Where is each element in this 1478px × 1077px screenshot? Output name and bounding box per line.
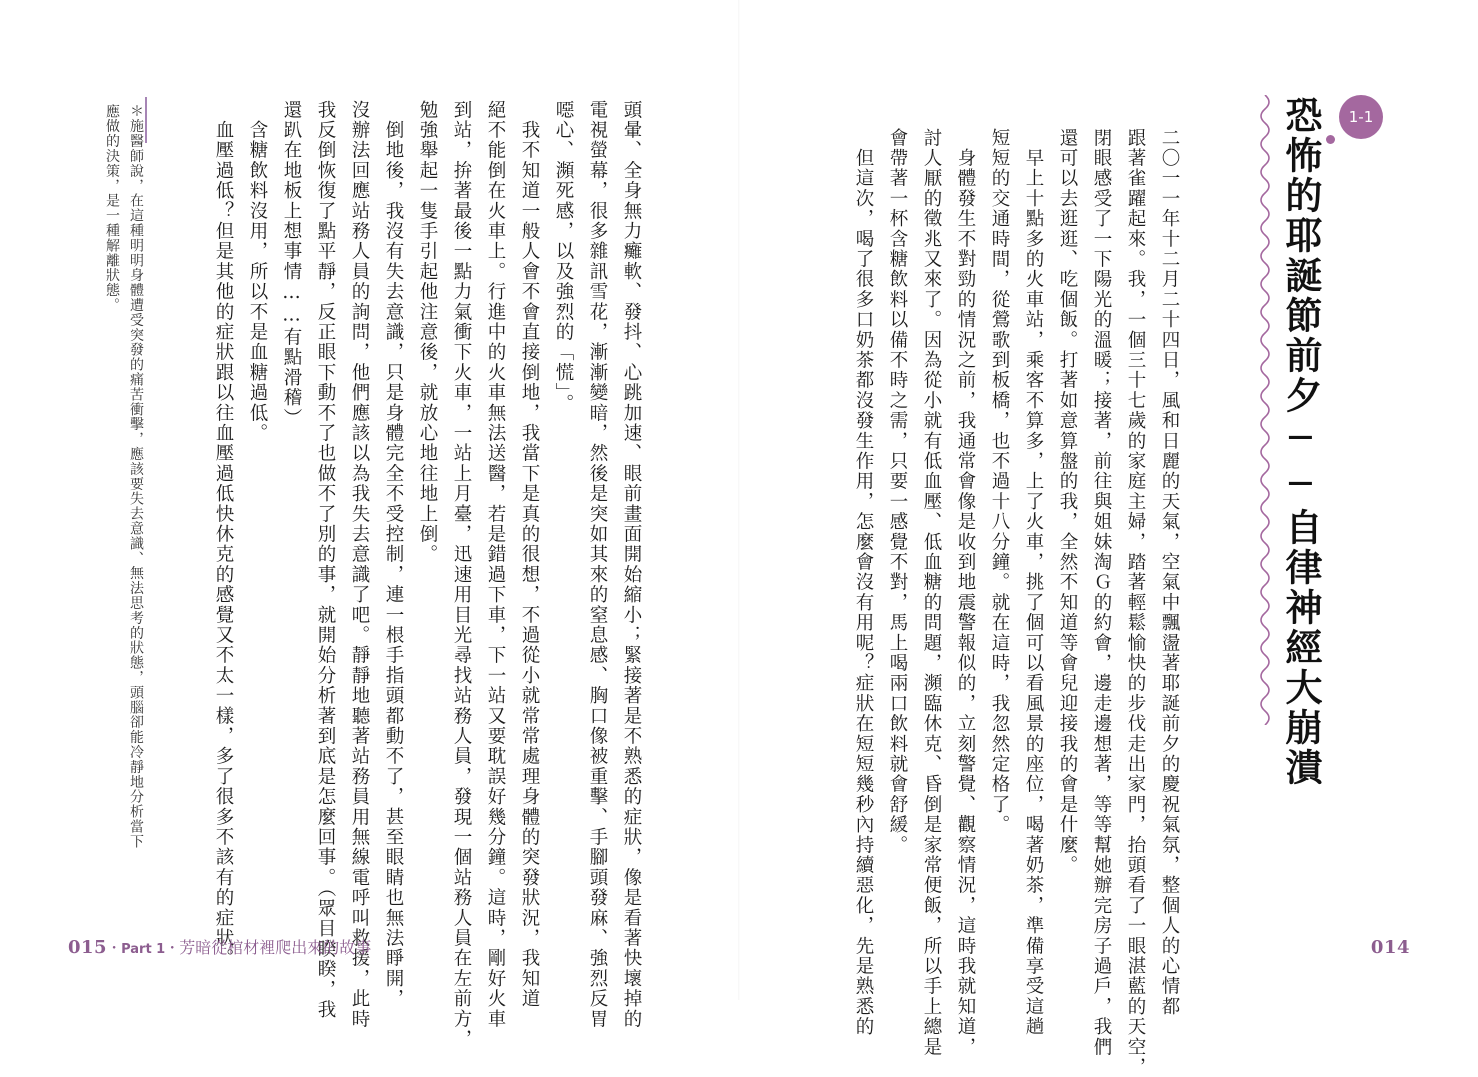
note-line: 應做的決策，是一種解離狀態。 [104,104,120,313]
note-line: ＊施醫師說，在這種明明身體遭受突發的痛苦衝擊，應該要失去意識、無法思考的狀態，頭腦卻能冷靜地分析當下 [128,104,144,849]
text-line: 頭暈、全身無力癱軟、發抖、心跳加速、眼前畫面開始縮小；緊接著是不熟悉的症狀，像是看著快壞掉的 [621,100,642,1030]
text-line: 電視螢幕，很多雜訊雪花，漸漸變暗，然後是突如其來的窒息感、胸口像被重擊、手腳頭發麻、強烈反胃 [587,100,608,1030]
text-line: 討人厭的徵兆又來了。因為從小就有低血壓、低血糖的問題，瀕臨休克、昏倒是家常便飯，所以手上總是 [921,128,942,1058]
text-line: 我不知道一般人會不會直接倒地，我當下是真的很想，不過從小就常常處理身體的突發狀況，我知道 [519,100,540,1009]
left-page-folio [68,935,371,958]
text-line: 絕不能倒在火車上。行進中的火車無法送醫，若是錯過下車，下一站又要耽誤好幾分鐘。這時，剛好火車 [485,100,506,1030]
text-line: 勉強舉起一隻手引起他注意後，就放心地往地上倒。 [417,100,438,565]
text-line: 噁心、瀕死感，以及強烈的「慌」。 [553,100,574,414]
text-line: 二〇一一年十二月二十四日，風和日麗的天氣，空氣中飄盪著耶誕前夕的慶祝氣氛，整個人的心情都 [1159,128,1180,1017]
right-page-body [846,128,1186,1077]
text-line: 閉眼感受了一下陽光的溫暖；接著，前往與姐妹淘Ｇ的約會，邊走邊想著，等等幫她辦完房子過戶，我們 [1091,128,1112,1058]
page-number-left: 015 [68,937,108,958]
text-line: 短短的交通時間，從鶯歌到板橋，也不過十八分鐘。就在這時，我忽然定格了。 [989,128,1010,835]
text-line: 血壓過低？但是其他的症狀跟以往血壓過低快休克的感覺又不太一樣，多了很多不該有的症狀。 [213,100,234,969]
wave-divider [1254,95,1276,725]
folio-separator: ・ [107,941,122,957]
left-page-body [206,100,648,1049]
folio-separator: ・ [165,941,180,957]
text-line: 沒辦法回應站務人員的詢問，他們應該以為我失去意識了吧。靜靜地聽著站務員用無線電呼叫救援，此時 [349,100,370,1030]
text-line: 但這次，喝了很多口奶茶都沒發生作用，怎麼會沒有用呢？症狀在短短幾秒內持續惡化，先是熟悉的 [853,128,874,1037]
text-line: 還趴在地板上想事情……有點滑稽） [281,100,302,429]
text-line: 含糖飲料沒用，所以不是血糖過低。 [247,100,268,444]
doctor-note [100,104,148,849]
text-line: 倒地後，我沒有失去意識，只是身體完全不受控制，連一根手指頭都動不了，甚至眼睛也無法睜開， [383,100,404,1009]
chapter-title: 恐怖的耶誕節前夕──自律神經大崩潰 [1279,96,1322,788]
book-gutter [738,0,740,1000]
chapter-number-badge: 1-1 [1339,95,1383,139]
text-line: 我反倒恢復了點平靜，反正眼下動不了也做不了別的事，就開始分析著到底是怎麼回事。（眾目睽睽，我 [315,100,336,1020]
text-line: 身體發生不對勁的情況之前，我通常會像是收到地震警報似的，立刻警覺、觀察情況，這時我就知道， [955,128,976,1058]
text-line: 跟著雀躍起來。我，一個三十七歲的家庭主婦，踏著輕鬆愉快的步伐走出家門，抬頭看了一眼湛藍的天空， [1125,128,1146,1077]
text-line: 還可以去逛逛、吃個飯。打著如意算盤的我，全然不知道等會兒迎接我的會是什麼。 [1057,128,1078,876]
part-label: Part 1 [121,942,166,957]
text-line: 早上十點多的火車站，乘客不算多，上了火車，挑了個可以看風景的座位，喝著奶茶，準備享受這趟 [1023,128,1044,1037]
badge-dot-icon [1326,135,1335,144]
part-title: 芳暗從棺材裡爬出來的故事 [179,938,372,957]
text-line: 到站，拚著最後一點力氣衝下火車，一站上月臺，迅速用目光尋找站務人員，發現一個站務人員在左前方， [451,100,472,1050]
page-number-right: 014 [1370,937,1410,958]
text-line: 會帶著一杯含糖飲料以備不時之需，只要一感覺不對，馬上喝兩口飲料就會舒緩。 [887,128,908,856]
